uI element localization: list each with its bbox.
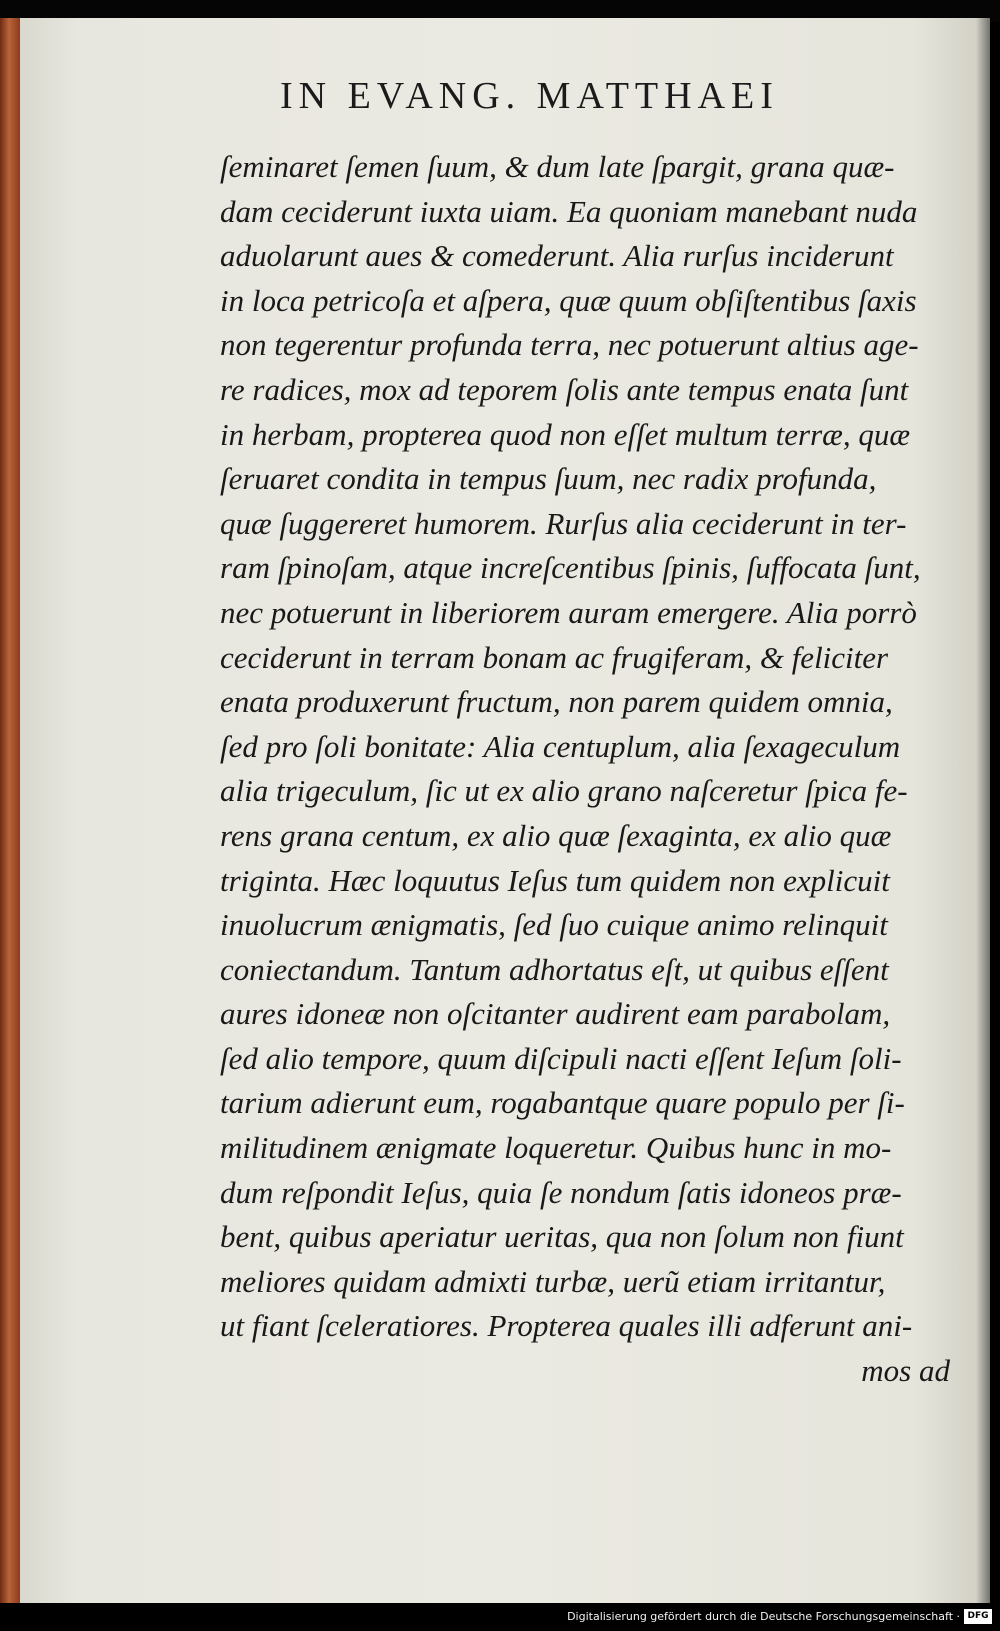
text-line: rens grana centum, ex alio quæ ſexaginta, ex alio quæ [220,817,892,853]
text-line: dum reſpondit Ieſus, quia ſe nondum ſatis idoneos præ- [220,1174,902,1210]
text-line: aduolarunt aues & comederunt. Alia rurſus inciderunt [220,238,894,274]
text-line: re radices, mox ad teporem ſolis ante tempus enata ſunt [220,371,909,407]
text-line: alia trigeculum, ſic ut ex alio grano naſceretur ſpica fe- [220,773,908,809]
text-line: dam ceciderunt iuxta uiam. Ea quoniam manebant nuda [220,193,918,229]
text-line: ram ſpinoſam, atque increſcentibus ſpinis, ſuffocata ſunt, [220,550,921,586]
page-gutter-shadow [976,18,990,1603]
text-line: aures idoneæ non oſcitanter audirent eam parabolam, [220,996,891,1032]
text-line: ceciderunt in terram bonam ac frugiferam, & feliciter [220,639,889,675]
digitization-footer [0,1603,1000,1631]
text-line: quæ ſuggereret humorem. Rurſus alia ceciderunt in ter- [220,505,907,541]
text-line: ſed alio tempore, quum diſcipuli nacti eſſent Ieſum ſoli- [220,1040,902,1076]
text-line: ut fiant ſceleratiores. Propterea quales illi adferunt ani- [220,1308,913,1344]
dfg-logo: DFG [964,1609,992,1624]
text-line: coniectandum. Tantum adhortatus eſt, ut quibus eſſent [220,951,889,987]
book-edge [0,18,20,1603]
footer-credit: Digitalisierung gefördert durch die Deutsche Forschungsgemeinschaft · [567,1610,960,1623]
text-line: non tegerentur profunda terra, nec potuerunt altius age- [220,327,919,363]
text-line: in loca petricoſa et aſpera, quæ quum obſiſtentibus ſaxis [220,282,917,318]
page-body [220,145,960,1394]
text-line: nec potuerunt in liberiorem auram emergere. Alia porrò [220,594,917,630]
book-page [20,18,990,1603]
text-line: bent, quibus aperiatur ueritas, qua non ſolum non fiunt [220,1219,904,1255]
text-line: militudinem ænigmate loqueretur. Quibus hunc in mo- [220,1130,892,1166]
text-line: in herbam, propterea quod non eſſet multum terræ, quæ [220,416,910,452]
catchword: mos ad [861,1353,950,1389]
text-line: ſeruaret condita in tempus ſuum, nec radix profunda, [220,461,877,497]
text-line: meliores quidam admixti turbæ, uerũ etiam irritantur, [220,1263,886,1299]
text-line: ſed pro ſoli bonitate: Alia centuplum, alia ſexageculum [220,728,901,764]
text-line: triginta. Hæc loquutus Ieſus tum quidem non explicuit [220,862,890,898]
text-line: tarium adierunt eum, rogabantque quare populo per ſi- [220,1085,905,1121]
text-line: ſeminaret ſemen ſuum, & dum late ſpargit, grana quæ- [220,149,895,184]
running-header: IN EVANG. MATTHAEI [280,75,779,117]
text-line: inuolucrum ænigmatis, ſed ſuo cuique animo relinquit [220,907,888,943]
text-line: enata produxerunt fructum, non parem quidem omnia, [220,684,893,720]
